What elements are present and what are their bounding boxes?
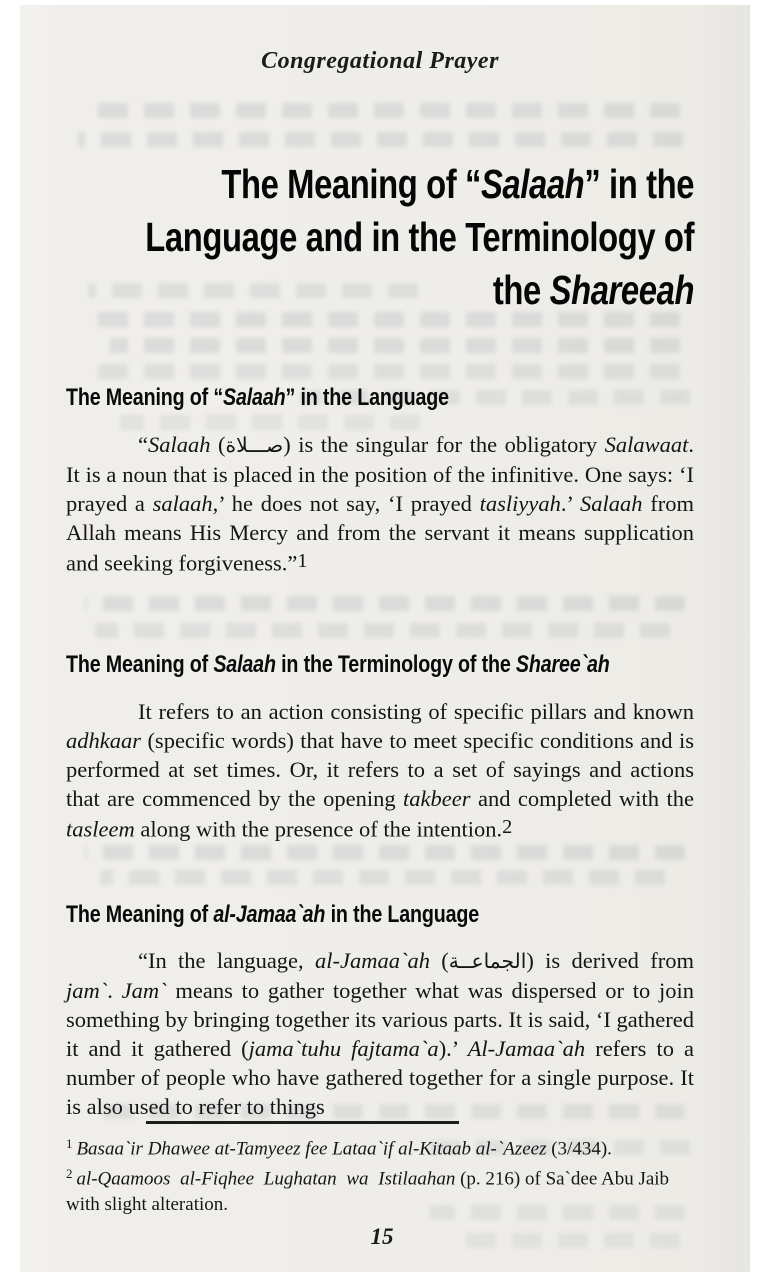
paragraph-salaah-language: “Salaah (صـــلاة) is the singular for the obligatory Salawaat. It is a noun that is placed in the position of the infinitive. One says: ‘I prayed a salaah,’ he does not say, ‘I prayed tasliyyah.’ Salaah from Allah means His Mercy and from the servant it means supplication and seeking forgiveness.”1 (66, 432, 694, 576)
footnote-2: $^2$ al-Qaamoos al-Fiqhee Lughatan wa Istilaahan (p. 216) of Sa`dee Abu Jaib with slight alteration. (66, 1166, 670, 1215)
chapter-title-line-3: the Shareeah (492, 267, 694, 313)
chapter-title-line-1: The Meaning of “Salaah” in the (221, 161, 694, 207)
footnote-1-marker: 1 (66, 1136, 73, 1151)
section-heading-jamaaah-language: The Meaning of al-Jamaa`ah in the Language (66, 901, 480, 928)
paragraph-jamaaah-language: “In the language, al-Jamaa`ah (الجماعــة) is derived from jam`. Jam` means to gather together what was dispersed or to join something by bringing together its various parts. It is said, ‘I gathered it and it gathered (jama`tuhu fajtama`a).’ Al-Jamaa`ah refers to a number of people who have gathered together for a single purpose. It is also used to refer to things (66, 948, 695, 1119)
footnote-separator-rule (146, 1121, 459, 1124)
footnote-1: $^1$ Basaa`ir Dhawee at-Tamyeez fee Lataa`if al-Kitaab al-`Azeez (3/434). (66, 1136, 612, 1160)
running-header: Congregational Prayer (261, 48, 499, 74)
page-number: 15 (370, 1224, 394, 1249)
paragraph-salaah-terminology: It refers to an action consisting of specific pillars and known adhkaar (specific words) that have to meet specific conditions and is performed at set times. Or, it refers to a set of sayings and actions that are commenced by the opening takbeer and completed with the tasleem along with the presence of the intention.2 (66, 699, 694, 842)
footnote-2-marker: 2 (66, 1166, 73, 1182)
section-heading-salaah-terminology: The Meaning of Salaah in the Terminology of the Sharee`ah (66, 651, 610, 678)
chapter-title (8, 158, 694, 317)
chapter-title-line-2: Language and in the Terminology of (145, 214, 694, 260)
section-heading-salaah-language: The Meaning of “Salaah” in the Language (66, 384, 449, 411)
footnotes (66, 1131, 694, 1217)
